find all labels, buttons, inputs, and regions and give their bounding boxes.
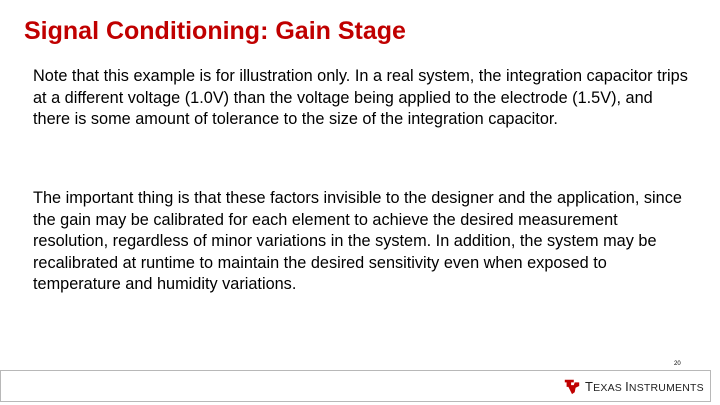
slide-title: Signal Conditioning: Gain Stage xyxy=(24,17,406,45)
body-paragraph-1: Note that this example is for illustration only. In a real system, the integration capacitor trips at a different voltage (1.0V) than the voltage being applied to the electrode (1.5V), and there is some amount of tolerance to the size of the integration capacitor. xyxy=(33,67,688,128)
brand-logo xyxy=(563,376,704,396)
page-number: 20 xyxy=(674,361,681,367)
body-paragraph-2: The important thing is that these factors invisible to the designer and the application, since the gain may be calibrated for each element to achieve the desired measurement resolution, regardless of minor variations in the system. In addition, the system may be recalibrated at runtime to maintain the desired sensitivity even when exposed to temperature and humidity variations. xyxy=(33,189,682,293)
ti-logo-icon xyxy=(563,377,581,395)
brand-name: TEXAS INSTRUMENTS xyxy=(585,378,704,394)
